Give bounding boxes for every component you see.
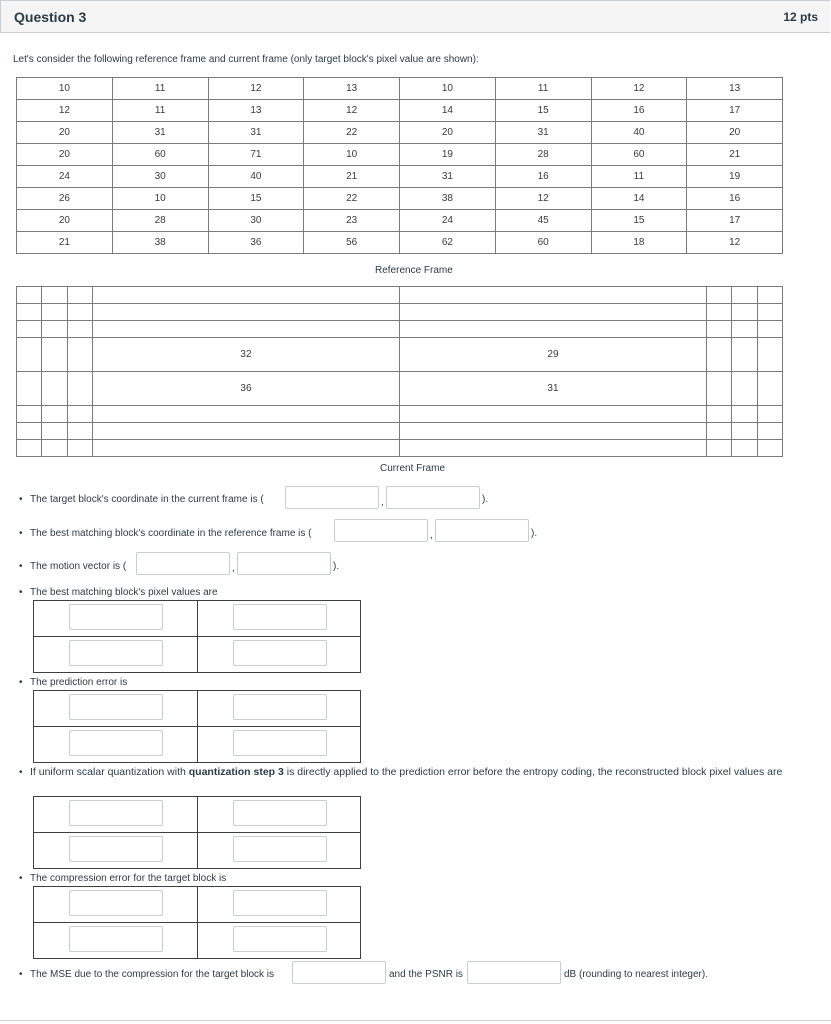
reference-cell: 13 [304,78,400,100]
reference-cell: 11 [591,166,687,188]
reference-cell: 62 [400,232,496,254]
compression-error-r1c2-input[interactable] [233,890,327,916]
current-cell [17,406,42,423]
current-row [17,406,783,423]
close-paren: ). [482,494,489,505]
current-cell [399,440,706,457]
best-values-r1c2-input[interactable] [233,604,327,630]
reference-row [17,210,783,232]
reference-cell: 11 [112,78,208,100]
reference-cell: 45 [495,210,591,232]
current-cell [67,338,92,372]
reference-cell: 30 [112,166,208,188]
current-cell [67,423,92,440]
current-cell [92,406,399,423]
reference-cell: 22 [304,122,400,144]
current-cell [92,423,399,440]
reference-row [17,144,783,166]
current-cell [757,321,782,338]
current-cell [707,440,732,457]
reference-cell: 10 [112,188,208,210]
reference-cell: 30 [208,210,304,232]
compression-error-grid [33,886,361,959]
reference-cell: 31 [112,122,208,144]
reconstructed-r2c2-input[interactable] [233,836,327,862]
current-cell [17,321,42,338]
prediction-error-grid [33,690,361,763]
reference-cell: 31 [495,122,591,144]
reference-row [17,122,783,144]
reference-cell: 12 [17,100,113,122]
current-cell: 31 [399,372,706,406]
reference-cell: 28 [495,144,591,166]
current-row [17,287,783,304]
best-values-r2c1-input[interactable] [69,640,163,666]
current-cell [732,321,757,338]
current-row [17,304,783,321]
reference-row [17,232,783,254]
reference-cell: 13 [687,78,783,100]
reconstructed-r1c2-input[interactable] [233,800,327,826]
reference-cell: 22 [304,188,400,210]
reference-cell: 20 [687,122,783,144]
current-cell [757,304,782,321]
reference-cell: 11 [112,100,208,122]
current-cell [42,304,67,321]
current-cell [92,287,399,304]
reference-cell: 19 [687,166,783,188]
prediction-error-r1c1-input[interactable] [69,694,163,720]
comma-separator: , [232,563,235,574]
current-cell [399,287,706,304]
current-cell [732,440,757,457]
reconstructed-grid [33,796,361,869]
reference-cell: 38 [112,232,208,254]
current-cell [42,372,67,406]
target-coord-x-input[interactable] [285,486,379,509]
reference-cell: 40 [591,122,687,144]
best-values-r2c2-input[interactable] [233,640,327,666]
current-cell [42,338,67,372]
current-cell [67,304,92,321]
current-cell [757,423,782,440]
target-coord-y-input[interactable] [386,486,480,509]
current-cell [732,287,757,304]
current-row [17,423,783,440]
question-title: Question 3 [14,9,87,25]
reference-cell: 60 [495,232,591,254]
reference-cell: 56 [304,232,400,254]
current-cell: 32 [92,338,399,372]
current-row [17,372,783,406]
current-cell [67,440,92,457]
current-cell [17,372,42,406]
current-cell [399,406,706,423]
prediction-error-label: The prediction error is [30,677,128,688]
reference-cell: 71 [208,144,304,166]
current-cell [757,372,782,406]
reference-cell: 20 [400,122,496,144]
db-label: dB (rounding to nearest integer). [564,969,708,980]
current-cell [732,406,757,423]
current-cell [707,321,732,338]
reference-cell: 13 [208,100,304,122]
psnr-input[interactable] [467,961,561,984]
reference-row [17,188,783,210]
reference-cell: 18 [591,232,687,254]
current-cell [757,406,782,423]
current-cell [399,423,706,440]
reference-cell: 40 [208,166,304,188]
current-cell [42,406,67,423]
current-cell [399,321,706,338]
prediction-error-r2c2-input[interactable] [233,730,327,756]
reference-cell: 36 [208,232,304,254]
quantization-step-emphasis: quantization step 3 [188,766,284,778]
current-cell [17,338,42,372]
close-paren: ). [333,561,340,572]
current-cell [757,287,782,304]
reference-cell: 12 [495,188,591,210]
current-cell [92,304,399,321]
current-cell [707,372,732,406]
reference-cell: 14 [400,100,496,122]
question-header [0,0,830,33]
current-cell [17,423,42,440]
current-row [17,321,783,338]
current-cell [399,304,706,321]
reference-cell: 38 [400,188,496,210]
current-cell [757,338,782,372]
reference-cell: 15 [591,210,687,232]
best-values-label: The best matching block's pixel values are [30,587,218,598]
current-cell [732,338,757,372]
prediction-error-r2c1-input[interactable] [69,730,163,756]
reference-cell: 15 [208,188,304,210]
reference-cell: 26 [17,188,113,210]
current-frame-caption: Current Frame [380,463,446,474]
mse-input[interactable] [292,961,386,984]
current-cell [707,304,732,321]
reference-frame-table [16,77,783,254]
reference-cell: 21 [304,166,400,188]
reference-cell: 20 [17,144,113,166]
reference-frame-caption: Reference Frame [375,265,453,276]
reference-cell: 12 [687,232,783,254]
mse-label: The MSE due to the compression for the target block is [30,969,275,980]
current-cell [92,440,399,457]
reference-cell: 12 [208,78,304,100]
reference-cell: 16 [495,166,591,188]
reconstructed-r1c1-input[interactable] [69,800,163,826]
current-cell [67,321,92,338]
reference-cell: 20 [17,122,113,144]
quantization-text: If uniform scalar quantization with quantization step 3 is directly applied to the prediction error before the entropy coding, the reconstructed block pixel values are [30,766,783,778]
reference-cell: 12 [304,100,400,122]
reference-cell: 10 [400,78,496,100]
current-cell [707,423,732,440]
current-cell [757,440,782,457]
reference-cell: 19 [400,144,496,166]
current-cell [42,440,67,457]
reconstructed-r2c1-input[interactable] [69,836,163,862]
current-cell [42,287,67,304]
target-coord-label: The target block's coordinate in the current frame is ( [30,494,264,505]
current-cell [67,287,92,304]
current-cell [17,304,42,321]
current-cell [17,287,42,304]
compression-error-r2c1-input[interactable] [69,926,163,952]
current-cell [707,287,732,304]
current-cell [42,321,67,338]
reference-cell: 24 [17,166,113,188]
reference-cell: 31 [208,122,304,144]
current-cell: 29 [399,338,706,372]
current-cell [67,406,92,423]
reference-row [17,100,783,122]
question-points: 12 pts [783,10,818,24]
compression-error-r1c1-input[interactable] [69,890,163,916]
reference-cell: 17 [687,210,783,232]
motion-vector-x-input[interactable] [136,552,230,575]
reference-cell: 23 [304,210,400,232]
reference-cell: 12 [591,78,687,100]
reference-cell: 31 [400,166,496,188]
best-coord-x-input[interactable] [334,519,428,542]
current-cell [17,440,42,457]
current-cell [732,423,757,440]
reference-cell: 14 [591,188,687,210]
current-cell [707,406,732,423]
compression-error-label: The compression error for the target block is [30,873,227,884]
close-paren: ). [531,528,538,539]
reference-cell: 16 [687,188,783,210]
prediction-error-r1c2-input[interactable] [233,694,327,720]
current-row [17,440,783,457]
reference-cell: 10 [304,144,400,166]
reference-cell: 60 [591,144,687,166]
current-cell [92,321,399,338]
current-row [17,338,783,372]
reference-cell: 16 [591,100,687,122]
current-frame-table [16,286,783,457]
motion-vector-y-input[interactable] [237,552,331,575]
reference-row [17,166,783,188]
reference-cell: 10 [17,78,113,100]
current-cell [67,372,92,406]
bottom-divider [0,1020,831,1021]
compression-error-r2c2-input[interactable] [233,926,327,952]
reference-cell: 28 [112,210,208,232]
reference-cell: 20 [17,210,113,232]
current-cell [732,304,757,321]
reference-cell: 21 [17,232,113,254]
intro-text: Let's consider the following reference frame and current frame (only target block's pixel value are shown): [13,54,479,65]
reference-cell: 11 [495,78,591,100]
reference-cell: 24 [400,210,496,232]
psnr-label: and the PSNR is [389,969,463,980]
reference-row [17,78,783,100]
current-cell [42,423,67,440]
current-cell: 36 [92,372,399,406]
best-coord-label: The best matching block's coordinate in the reference frame is ( [30,528,312,539]
reference-cell: 17 [687,100,783,122]
comma-separator: , [430,530,433,541]
current-cell [707,338,732,372]
comma-separator: , [381,497,384,508]
current-cell [732,372,757,406]
reference-cell: 15 [495,100,591,122]
best-coord-y-input[interactable] [435,519,529,542]
reference-cell: 21 [687,144,783,166]
best-values-r1c1-input[interactable] [69,604,163,630]
reference-cell: 60 [112,144,208,166]
motion-vector-label: The motion vector is ( [30,561,127,572]
best-values-grid [33,600,361,673]
